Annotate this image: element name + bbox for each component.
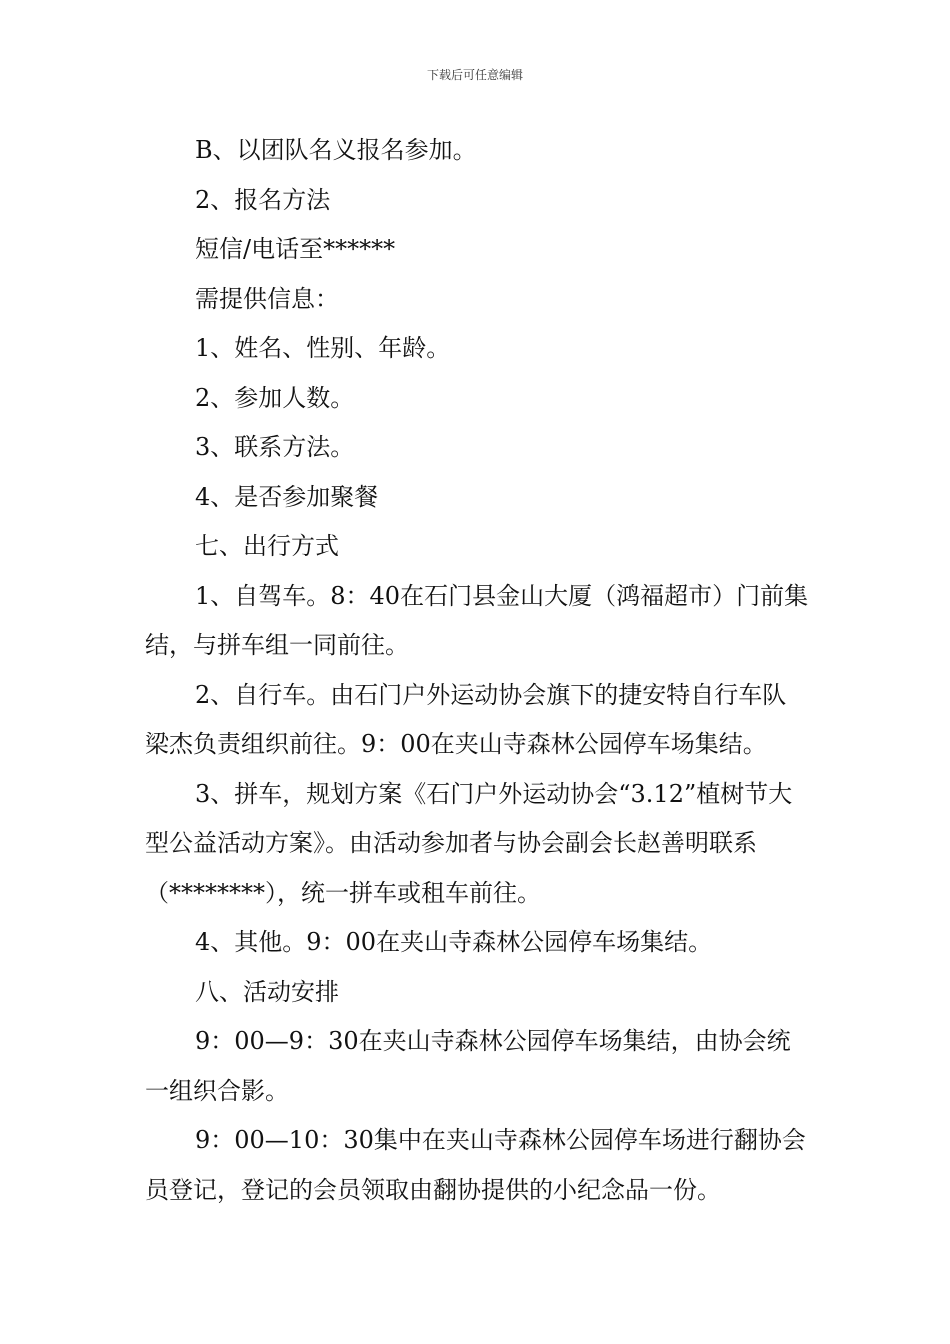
paragraph: 需提供信息： <box>195 284 339 313</box>
paragraph: 4、是否参加聚餐 <box>195 482 379 511</box>
section-heading: 八、活动安排 <box>195 977 339 1006</box>
paragraph: 3、拼车，规划方案《石门户外运动协会“3.12”植树节大型公益活动方案》。由活动参加者与协会副会长赵善明联系（********），统一拼车或租车前往。 <box>145 779 793 907</box>
paragraph: 3、联系方法。 <box>195 433 355 461</box>
paragraph: 2、报名方法 <box>195 185 331 214</box>
paragraph: 1、自驾车。8：40在石门县金山大厦（鸿福超市）门前集结，与拼车组一同前往。 <box>145 581 809 659</box>
paragraph: 9：00—9：30在夹山寺森林公园停车场集结，由协会统一组织合影。 <box>145 1027 791 1105</box>
document-body <box>145 126 810 1215</box>
paragraph: 4、其他。9：00在夹山寺森林公园停车场集结。 <box>195 928 713 956</box>
paragraph: B、以团队名义报名参加。 <box>195 136 477 164</box>
page-header: 下载后可任意编辑 <box>426 68 523 82</box>
section-heading: 七、出行方式 <box>195 532 339 560</box>
paragraph: 短信/电话至****** <box>195 235 396 263</box>
paragraph: 9：00—10：30集中在夹山寺森林公园停车场进行翻协会员登记，登记的会员领取由翻协提供的小纪念品一份。 <box>145 1126 806 1204</box>
paragraph: 1、姓名、性别、年龄。 <box>195 334 451 362</box>
paragraph: 2、自行车。由石门户外运动协会旗下的捷安特自行车队梁杰负责组织前往。9：00在夹山寺森林公园停车场集结。 <box>145 680 787 758</box>
paragraph: 2、参加人数。 <box>195 383 355 412</box>
